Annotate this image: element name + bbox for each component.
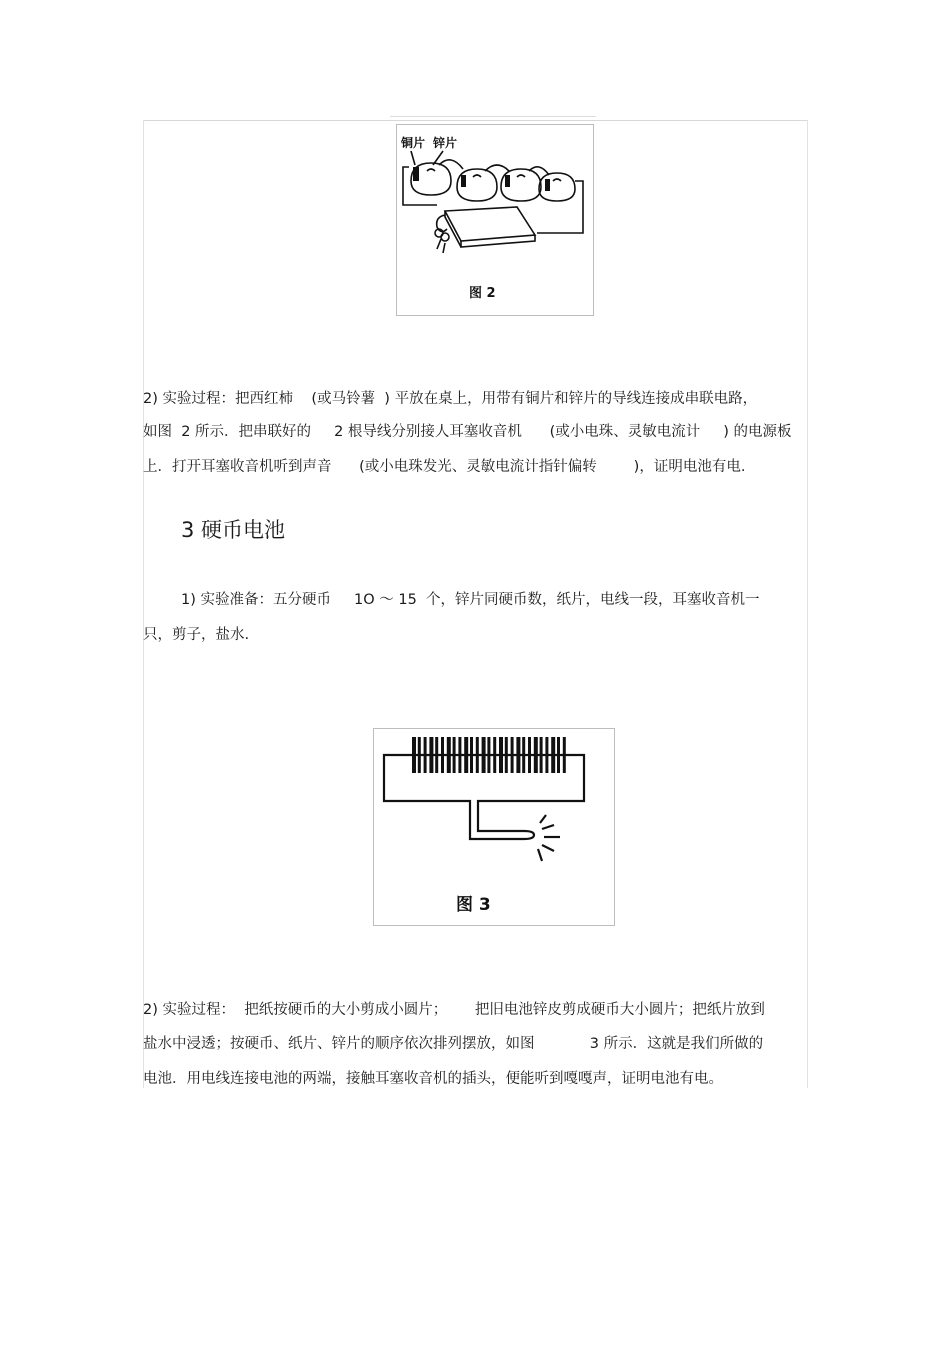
coin-layer	[551, 737, 555, 773]
coin-layer	[511, 737, 514, 773]
section-2-line-3: 上．打开耳塞收音机听到声音 (或小电珠发光、灵敏电流计指针偏转 )，证明电池有电.	[143, 459, 746, 475]
page-frame-right	[807, 120, 808, 1088]
section-2-line-1: 2) 实验过程：把西红柿 (或马铃薯 ) 平放在桌上，用带有铜片和锌片的导线连接成串联电路，	[143, 391, 758, 407]
coin-layer	[545, 737, 548, 773]
coin-battery-illustration	[374, 729, 614, 925]
coin-layer	[505, 737, 508, 773]
coin-layer	[534, 737, 538, 773]
coin-layer	[540, 737, 543, 773]
coin-layer	[522, 737, 525, 773]
fruit-battery-illustration	[397, 125, 593, 315]
coin-layer	[441, 737, 444, 773]
coin-layer	[493, 737, 496, 773]
coin-layer	[482, 737, 486, 773]
prep-line-2: 只，剪子，盐水.	[143, 627, 250, 643]
coin-layer	[418, 737, 421, 773]
coin-layer	[412, 737, 416, 773]
coin-layer	[464, 737, 468, 773]
coin-layer	[563, 737, 566, 773]
page-frame-left	[143, 120, 144, 1088]
figure-2-caption: 图 2	[469, 286, 496, 301]
section-heading: 3 硬币电池	[181, 518, 286, 542]
coin-layer	[453, 737, 456, 773]
coin-layer	[470, 737, 473, 773]
figure-2	[396, 124, 594, 316]
process-line-1: 2) 实验过程： 把纸按硬币的大小剪成小圆片； 把旧电池锌皮剪成硬币大小圆片；把纸片放到	[143, 1002, 765, 1018]
coin-layer	[424, 737, 427, 773]
coin-layer	[487, 737, 490, 773]
process-line-2: 盐水中浸透；按硬币、纸片、锌片的顺序依次排列摆放，如图 3 所示．这就是我们所做的	[143, 1036, 764, 1052]
header-rule	[390, 116, 596, 117]
process-line-3: 电池．用电线连接电池的两端，接触耳塞收音机的插头，便能听到嘎嘎声，证明电池有电。	[143, 1071, 723, 1087]
coin-layer	[458, 737, 461, 773]
coin-layer	[429, 737, 433, 773]
coin-layer	[447, 737, 451, 773]
section-2-line-2: 如图 2 所示．把串联好的 2 根导线分别接人耳塞收音机 (或小电珠、灵敏电流计 ) 的电源板	[143, 424, 792, 440]
coin-layer	[476, 737, 479, 773]
label-zinc: 锌片	[433, 136, 458, 150]
figure-3	[373, 728, 615, 926]
coin-layer	[499, 737, 503, 773]
prep-line-1: 1) 实验准备：五分硬币 1O ～ 15 个，锌片同硬币数，纸片，电线一段，耳塞收音机一	[181, 592, 760, 608]
coin-layer	[557, 737, 560, 773]
figure-3-caption: 图 3	[456, 895, 491, 915]
coin-layer	[516, 737, 520, 773]
coin-layer	[435, 737, 438, 773]
label-copper: 铜片	[401, 136, 426, 150]
page-frame-top	[143, 120, 808, 121]
coin-layer	[528, 737, 531, 773]
